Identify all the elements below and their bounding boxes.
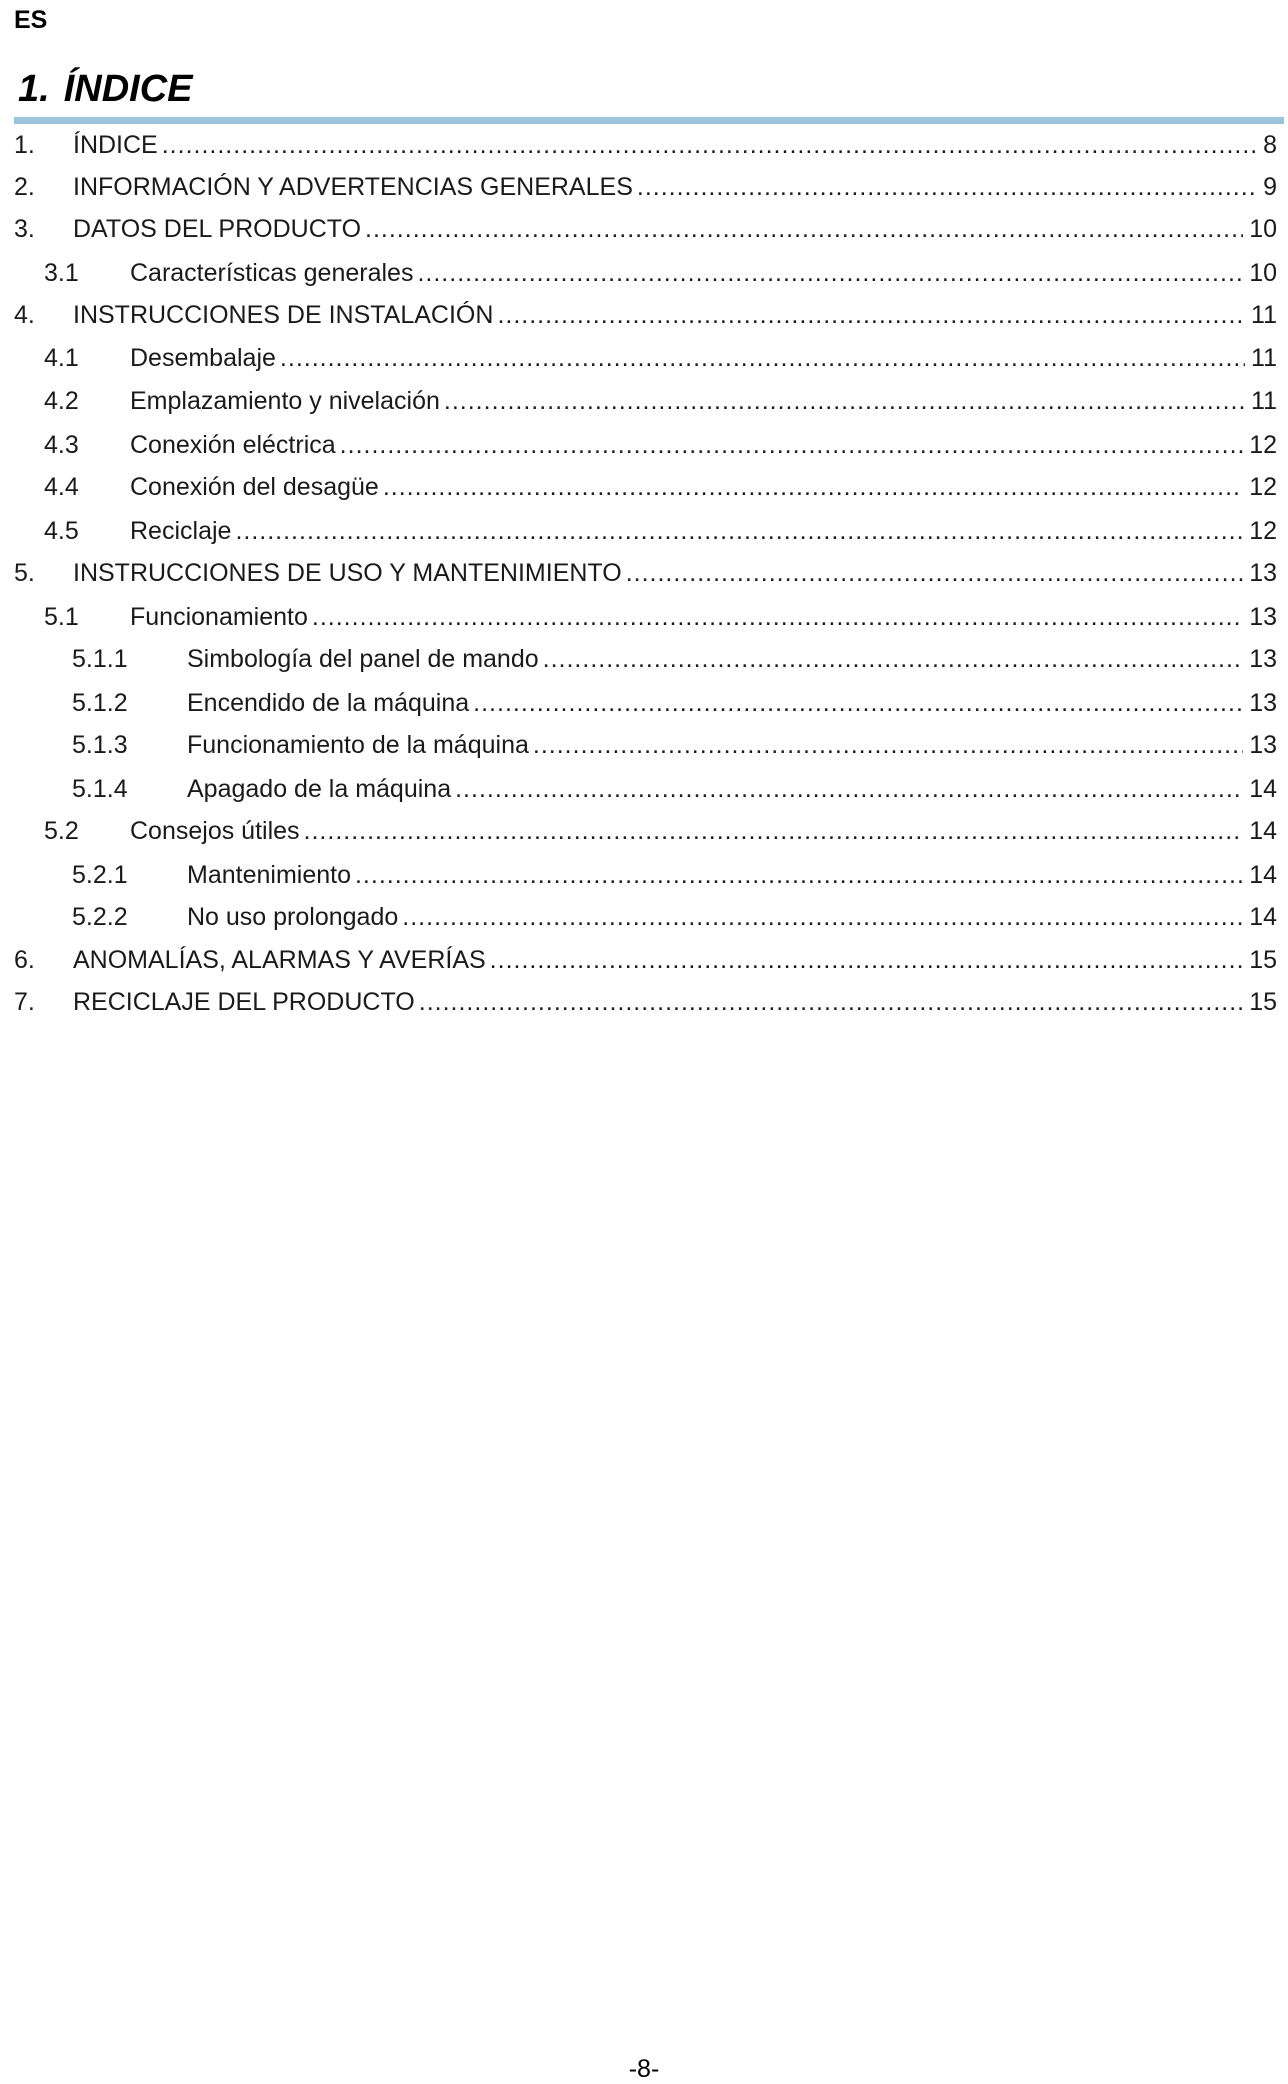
toc-entry-title: Simbología del panel de mando (187, 645, 539, 673)
toc-entry-page: 15 (1249, 988, 1277, 1016)
dot-leader (490, 945, 1244, 975)
dot-leader (365, 214, 1243, 244)
toc-entry-title: Encendido de la máquina (187, 689, 470, 717)
toc-entry[interactable] (44, 343, 1277, 373)
dot-leader (419, 987, 1243, 1017)
toc-entry[interactable] (72, 644, 1277, 674)
toc-entry-page: 12 (1249, 473, 1277, 501)
toc-entry-page: 14 (1249, 903, 1277, 931)
toc-entry-title: INFORMACIÓN Y ADVERTENCIAS GENERALES (73, 173, 633, 201)
dot-leader (235, 516, 1243, 546)
toc-entry-page: 13 (1249, 603, 1277, 631)
toc-entry[interactable] (14, 172, 1277, 202)
toc-entry[interactable] (72, 688, 1277, 718)
dot-leader (473, 688, 1243, 718)
toc-entry-title: Reciclaje (130, 517, 232, 545)
page-title (18, 68, 193, 111)
toc-entry-title: Desembalaje (130, 344, 276, 372)
toc-entry-page: 11 (1251, 387, 1277, 415)
toc-entry[interactable] (72, 774, 1277, 804)
dot-leader (280, 343, 1245, 373)
toc-entry[interactable] (14, 214, 1277, 244)
toc-entry-title: Características generales (130, 259, 414, 287)
toc-entry-number: 3. (14, 215, 35, 243)
toc-entry-page: 13 (1249, 559, 1277, 587)
toc-entry-page: 14 (1249, 775, 1277, 803)
toc-entry-number: 1. (14, 131, 35, 159)
dot-leader (444, 386, 1245, 416)
toc-entry[interactable] (14, 987, 1277, 1017)
dot-leader (340, 430, 1244, 460)
toc-entry-page: 8 (1263, 131, 1277, 159)
toc-entry-page: 10 (1249, 259, 1277, 287)
toc-entry[interactable] (72, 860, 1277, 890)
toc-entry-number: 4.1 (44, 344, 79, 372)
toc-entry-number: 5.1.4 (72, 775, 128, 803)
toc-entry-title: Conexión eléctrica (130, 431, 336, 459)
toc-entry-page: 11 (1251, 344, 1277, 372)
dot-leader (533, 730, 1243, 760)
toc-entry-number: 4.3 (44, 431, 79, 459)
toc-entry-number: 5.2.1 (72, 861, 128, 889)
language-tag: ES (14, 6, 48, 34)
toc-entry[interactable] (44, 472, 1277, 502)
page-number: -8- (628, 2055, 660, 2083)
toc-entry-title: Funcionamiento de la máquina (187, 731, 529, 759)
toc-entry-page: 15 (1249, 946, 1277, 974)
toc-entry-number: 5.2.2 (72, 903, 128, 931)
toc-entry-number: 5.1 (44, 603, 79, 631)
toc-entry[interactable] (44, 816, 1277, 846)
toc-entry-number: 3.1 (44, 259, 79, 287)
toc-entry-page: 12 (1249, 517, 1277, 545)
toc-entry[interactable] (44, 602, 1277, 632)
toc-entry[interactable] (44, 430, 1277, 460)
toc-entry-title: No uso prolongado (187, 903, 399, 931)
dot-leader (497, 300, 1245, 330)
toc-entry-number: 7. (14, 988, 35, 1016)
toc-entry-title: Mantenimiento (187, 861, 351, 889)
heading-divider (14, 117, 1284, 124)
toc-entry-number: 5.1.2 (72, 689, 128, 717)
toc-entry-page: 13 (1249, 731, 1277, 759)
toc-entry-title: Consejos útiles (130, 817, 300, 845)
toc-entry[interactable] (14, 558, 1277, 588)
toc-entry-number: 5.1.1 (72, 645, 128, 673)
toc-entry-title: Conexión del desagüe (130, 473, 379, 501)
toc-entry-number: 4. (14, 301, 35, 329)
dot-leader (417, 258, 1243, 288)
toc-entry-page: 13 (1249, 645, 1277, 673)
dot-leader (455, 774, 1243, 804)
toc-entry-number: 5. (14, 559, 35, 587)
section-number: 1. (18, 68, 50, 110)
toc-entry-number: 5.2 (44, 817, 79, 845)
toc-entry-page: 11 (1251, 301, 1277, 329)
dot-leader (402, 902, 1243, 932)
toc-entry-title: Funcionamiento (130, 603, 308, 631)
toc-entry-title: INSTRUCCIONES DE INSTALACIÓN (73, 301, 494, 329)
dot-leader (543, 644, 1244, 674)
toc-entry-number: 6. (14, 946, 35, 974)
toc-entry-title: INSTRUCCIONES DE USO Y MANTENIMIENTO (73, 559, 622, 587)
toc-entry-title: RECICLAJE DEL PRODUCTO (73, 988, 415, 1016)
toc-entry-number: 4.2 (44, 387, 79, 415)
dot-leader (162, 130, 1257, 160)
toc-entry-page: 14 (1249, 861, 1277, 889)
toc-entry-title: Emplazamiento y nivelación (130, 387, 440, 415)
toc-entry[interactable] (14, 130, 1277, 160)
dot-leader (312, 602, 1243, 632)
toc-entry[interactable] (72, 902, 1277, 932)
toc-entry-page: 14 (1249, 817, 1277, 845)
toc-entry-title: DATOS DEL PRODUCTO (73, 215, 362, 243)
toc-entry-number: 4.4 (44, 473, 79, 501)
dot-leader (626, 558, 1244, 588)
toc-entry-number: 2. (14, 173, 35, 201)
dot-leader (637, 172, 1257, 202)
toc-entry-page: 12 (1249, 431, 1277, 459)
dot-leader (304, 816, 1244, 846)
toc-entry[interactable] (44, 516, 1277, 546)
toc-entry-page: 10 (1249, 215, 1277, 243)
toc-entry[interactable] (14, 300, 1277, 330)
toc-entry-number: 5.1.3 (72, 731, 128, 759)
toc-entry-title: ÍNDICE (73, 131, 158, 159)
toc-entry-number: 4.5 (44, 517, 79, 545)
toc-entry[interactable] (72, 730, 1277, 760)
toc-entry-page: 13 (1249, 689, 1277, 717)
toc-entry-title: Apagado de la máquina (187, 775, 452, 803)
toc-entry-title: ANOMALÍAS, ALARMAS Y AVERÍAS (73, 946, 486, 974)
toc-entry[interactable] (44, 386, 1277, 416)
dot-leader (383, 472, 1243, 502)
toc-entry[interactable] (44, 258, 1277, 288)
toc-entry[interactable] (14, 945, 1277, 975)
dot-leader (355, 860, 1243, 890)
toc-entry-page: 9 (1263, 173, 1277, 201)
section-title: ÍNDICE (63, 68, 193, 110)
